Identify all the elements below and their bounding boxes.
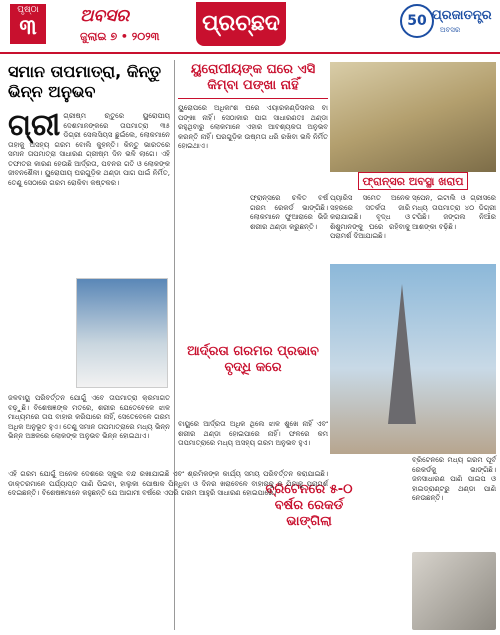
header-rule bbox=[0, 52, 500, 54]
main-heading: ପ୍ରଚ୍ଛଦ bbox=[196, 2, 286, 46]
left-body-text-1: ଗ୍ରୀଷ୍ମ ଋତୁରେ ୟୁରୋପୀୟ ଦେଶମାନଙ୍କରେ ତାପମାତ୍ରା ୩୫ ଡିଗ୍ରୀ ସେଲସିୟସ ଛୁଇଁଲେ, ଲୋକମାନେ ତାହାକୁ ଅସହ୍ୟ ଗରମ ବୋଲି କୁହନ୍ତି। କିନ୍ତୁ ଭାରତରେ ସମାନ ତାପମାତ୍ରା ସାଧାରଣ ଗ୍ରୀଷ୍ମ ଦିନ ଭଳି ଲାଗେ। ଏହି ତଫାତର କାରଣ ହେଉଛି ଆର୍ଦ୍ରତା, ପବନର ଗତି ଓ ଲୋକଙ୍କ ଜୀବନଶୈଳୀ। ୟୁରୋପୀୟ ଘରଗୁଡ଼ିକ ଥଣ୍ଡା ପାଗ ପାଇଁ ନିର୍ମିତ, ତେଣୁ ସେଠାରେ ଗରମ ରୋକିବା କଷ୍ଟକର। bbox=[8, 112, 170, 187]
left-article-body-2 bbox=[8, 394, 170, 442]
anniversary-logo: 50 bbox=[400, 4, 434, 38]
section-name: ଅବସର bbox=[80, 6, 129, 26]
column-d bbox=[412, 194, 496, 232]
column-divider bbox=[174, 60, 175, 630]
column-b-text: ଫ୍ରାନ୍ସରେ ଚଳିତ ବର୍ଷ ଗରମ ରେକର୍ଡ ଭାଙ୍ଗିଛି। ଲୋକମାନେ ଫୁଆରାରେ ଭିଜି ଶରୀର ଥଣ୍ଡା କରୁଛନ୍ତି। bbox=[250, 194, 328, 231]
eiffel-tower-icon bbox=[388, 284, 416, 424]
fountain-photo bbox=[330, 62, 496, 172]
dropcap: ଗ୍ରୀ bbox=[8, 108, 61, 143]
hydrant-photo bbox=[412, 552, 496, 630]
fountain-caption: ଫ୍ରାନ୍ସର ଅବସ୍ଥା ଖରାପ bbox=[358, 172, 468, 190]
feature-text-a: ୟୁରୋପରେ ଅଧିକାଂଶ ଘରେ ଏୟାରକଣ୍ଡିସନର ବା ପଙ୍ଖା ନାହିଁ। ସେଠାକାର ପାଗ ସାଧାରଣତଃ ଥଣ୍ଡା ରହୁଥିବାରୁ ଲୋକମାନେ ଏହାର ଆବଶ୍ୟକତା ଅନୁଭବ କରନ୍ତି ନାହିଁ। ଘରଗୁଡ଼ିକ ଉଷ୍ମତା ଧରି ରଖିବା ଭଳି ନିର୍ମିତ ହୋଇଥାଏ। bbox=[178, 104, 328, 150]
right-lower-text: ବ୍ରିଟେନରେ ମଧ୍ୟ ଗରମ ପୂର୍ବ ରେକର୍ଡକୁ ଭାଙ୍ଗିଛି। ଜନସାଧାରଣ ପାଣି ପାଇପ ଓ ହାଇଡ୍ରାଣ୍ଟରୁ ଥଣ୍ଡା ପାଣି ନେଉଛନ୍ତି। bbox=[412, 456, 496, 502]
column-c-text: ପ୍ୟାରିସ ସମେତ ଅନେକ ସହରରେ ସତର୍କତା ଜାରି କରାଯାଇଛି। ବୃଦ୍ଧ ଓ ଶିଶୁମାନଙ୍କୁ ଘରେ ରହିବାକୁ ପରାମର୍ଶ ଦିଆଯାଇଛି। bbox=[330, 194, 410, 240]
left-body-text-2: ଜଳବାୟୁ ପରିବର୍ତ୍ତନ ଯୋଗୁଁ ଏବେ ତାପମାତ୍ରା କ୍ରମାଗତ ବଢ଼ୁଛି। ବିଶେଷଜ୍ଞଙ୍କ ମତରେ, ଶରୀର ଯେତେବେଳେ ଝାଳ ମାଧ୍ୟମରେ ତାପ ବାହାର କରିପାରେ ନାହିଁ, ସେତେବେଳେ ଗରମ ଅଧିକ ଅନୁଭୂତ ହୁଏ। ତେଣୁ ସମାନ ତାପମାତ୍ରାରେ ମଧ୍ୟ ଭିନ୍ନ ଭିନ୍ନ ଅଞ୍ଚଳରେ ଲୋକଙ୍କ ଅନୁଭବ ଭିନ୍ନ ହୋଇଥାଏ। bbox=[8, 394, 170, 440]
feature-body-a bbox=[178, 104, 328, 152]
page-number-box bbox=[10, 4, 46, 44]
middle-feature bbox=[178, 62, 328, 103]
page-number: ୩ bbox=[19, 15, 37, 40]
left-article bbox=[8, 62, 170, 630]
eiffel-tower-photo bbox=[330, 264, 496, 454]
humidity-text: ବାୟୁରେ ଆର୍ଦ୍ରତା ଅଧିକ ଥିଲେ ଝାଳ ଶୁଖେ ନାହିଁ ଏବଂ ଶରୀର ଥଣ୍ଡା ହୋଇପାରେ ନାହିଁ। ଫଳରେ କମ ତାପମାତ୍ରାରେ ମଧ୍ୟ ଅସହ୍ୟ ଗରମ ଅନୁଭବ ହୁଏ। bbox=[178, 420, 328, 447]
feature-heading: ୟୁରୋପୀୟଙ୍କ ଘରେ ଏସି କିମ୍ବା ପଙ୍ଖା ନାହିଁ bbox=[190, 62, 316, 93]
humidity-body bbox=[178, 420, 328, 449]
right-lower-body bbox=[412, 456, 496, 504]
shoes-photo bbox=[76, 278, 168, 388]
issue-date: ଜୁଲାଇ ୭ • ୨୦୨୩ bbox=[80, 30, 160, 43]
column-d-text: ସ୍ପେନ, ଇଟାଲି ଓ ଗ୍ରୀସରେ ମଧ୍ୟ ତାପମାତ୍ରା ୪୦ ଡିଗ୍ରୀ ଟପିଛି। ଜଙ୍ଗଲ ନିଆଁର ଆଶଙ୍କା ବଢ଼ିଛି। bbox=[412, 194, 496, 231]
left-article-title: ସମାନ ତାପମାତ୍ରା, କିନ୍ତୁ ଭିନ୍ନ ଅନୁଭବ bbox=[8, 62, 161, 101]
bottom-body bbox=[8, 470, 328, 499]
britain-record-caption: ବ୍ରିଟେନରେ ୫-୦ ବର୍ଷର ରେକର୍ଡ ଭାଙ୍ଗିଲା bbox=[265, 482, 353, 529]
brand-name: ପ୍ରଜାତନ୍ତ୍ର bbox=[432, 8, 492, 23]
brand-tagline: ଅବସର bbox=[440, 26, 461, 34]
feature-rule bbox=[178, 98, 328, 99]
page-header bbox=[0, 0, 500, 56]
left-article-body-1 bbox=[8, 108, 170, 188]
page-label: ପୃଷ୍ଠା bbox=[17, 5, 39, 15]
bottom-body-text: ଏହି ଗରମ ଯୋଗୁଁ ଅନେକ ଦେଶରେ ସ୍କୁଲ ବନ୍ଦ ରଖାଯାଇଛି ଏବଂ ଶ୍ରମିକଙ୍କ କାର୍ଯ୍ୟ ସମୟ ପରିବର୍ତ୍ତନ କରାଯାଇଛି। ଡାକ୍ତରମାନେ ପର୍ଯ୍ୟାପ୍ତ ପାଣି ପିଇବା, ହାଲୁକା ପୋଷାକ ପିନ୍ଧିବା ଓ ଦିନର ଖରାବେଳେ ବାହାରକୁ ନ ଯିବାକୁ ପରାମର୍ଶ ଦେଇଛନ୍ତି। ବିଶେଷଜ୍ଞମାନେ କହୁଛନ୍ତି ଯେ ଆଗାମୀ ବର୍ଷରେ ଏପରି ଗରମ ଆହୁରି ସାଧାରଣ ହୋଇପାରେ। bbox=[8, 470, 328, 497]
humidity-heading: ଆର୍ଦ୍ରତା ଗରମର ପ୍ରଭାବ ବୃଦ୍ଧି କରେ bbox=[187, 344, 319, 375]
column-c bbox=[330, 194, 410, 242]
column-b bbox=[250, 194, 328, 232]
